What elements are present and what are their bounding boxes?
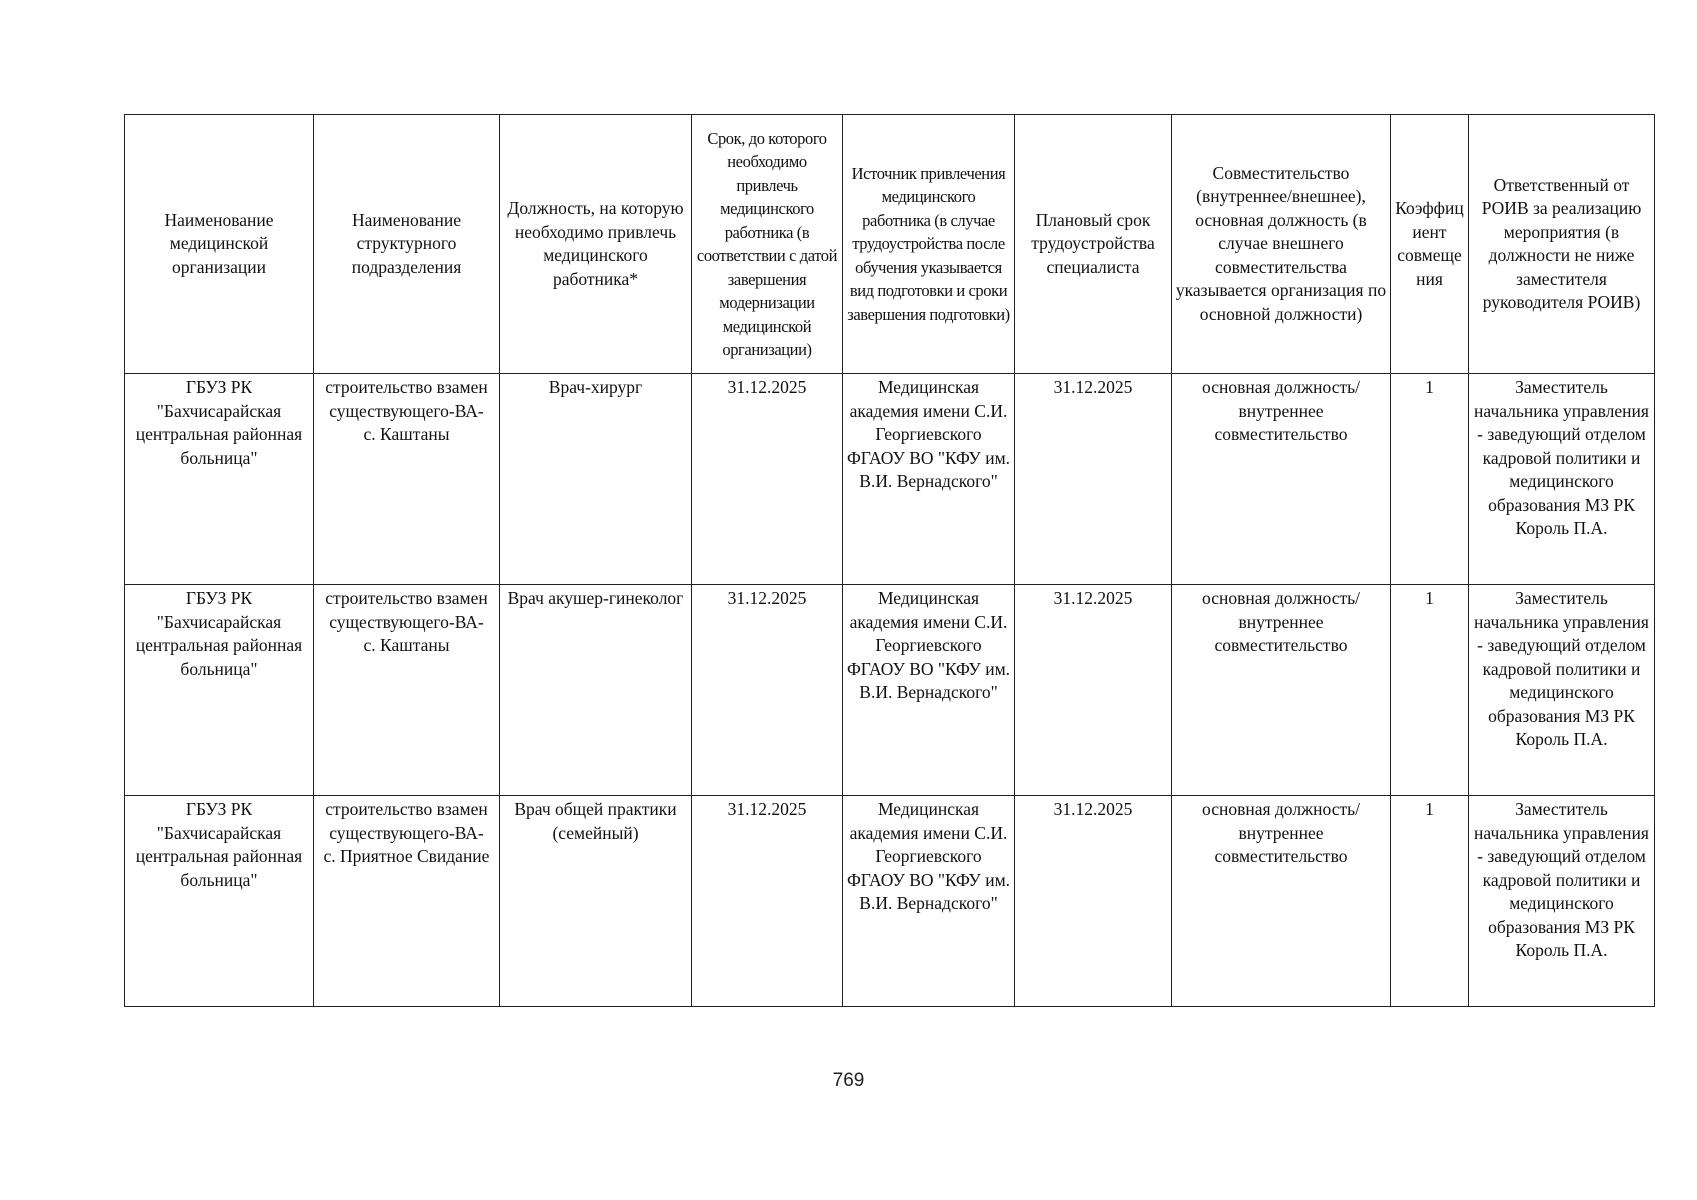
- cell-source: Медицинская академия имени С.И. Георгиевского ФГАОУ ВО "КФУ им. В.И. Вернадского": [843, 796, 1015, 1007]
- cell-planned: 31.12.2025: [1015, 374, 1172, 585]
- cell-coef: 1: [1391, 585, 1469, 796]
- header-org: Наименование медицинской организации: [125, 115, 314, 374]
- cell-deadline: 31.12.2025: [692, 374, 843, 585]
- unit-locality: с. Приятное Свидание: [323, 846, 490, 866]
- cell-responsible: Заместитель начальника управления - заведующий отделом кадровой политики и медицинского образования МЗ РК Король П.А.: [1469, 585, 1655, 796]
- table-row: [125, 374, 1655, 585]
- cell-unit: [314, 374, 500, 585]
- table-row: [125, 585, 1655, 796]
- header-responsible: Ответственный от РОИВ за реализацию мероприятия (в должности не ниже заместителя руководителя РОИВ): [1469, 115, 1655, 374]
- cell-unit: [314, 796, 500, 1007]
- header-deadline: Срок, до которого необходимо привлечь медицинского работника (в соответствии с датой завершения модернизации медицинской организации): [692, 115, 843, 374]
- cell-position: Врач общей практики (семейный): [500, 796, 692, 1007]
- cell-coef: 1: [1391, 374, 1469, 585]
- cell-org: ГБУЗ РК "Бахчисарайская центральная районная больница": [125, 374, 314, 585]
- cell-planned: 31.12.2025: [1015, 585, 1172, 796]
- cell-responsible: Заместитель начальника управления - заведующий отделом кадровой политики и медицинского образования МЗ РК Король П.А.: [1469, 796, 1655, 1007]
- page-number: 769: [832, 1070, 865, 1091]
- cell-org: ГБУЗ РК "Бахчисарайская центральная районная больница": [125, 585, 314, 796]
- unit-name: строительство взамен существующего-ВА-: [325, 588, 488, 632]
- header-position: Должность, на которую необходимо привлечь медицинского работника*: [500, 115, 692, 374]
- cell-org: ГБУЗ РК "Бахчисарайская центральная районная больница": [125, 796, 314, 1007]
- header-planned: Плановый срок трудоустройства специалиста: [1015, 115, 1172, 374]
- staffing-table: [124, 114, 1655, 1007]
- cell-coef: 1: [1391, 796, 1469, 1007]
- header-row: [125, 115, 1655, 374]
- header-combination: Совместительство (внутреннее/внешнее), основная должность (в случае внешнего совместительства указывается организация по основной должности): [1172, 115, 1391, 374]
- table-row: [125, 796, 1655, 1007]
- cell-source: Медицинская академия имени С.И. Георгиевского ФГАОУ ВО "КФУ им. В.И. Вернадского": [843, 585, 1015, 796]
- cell-combination: основная должность/ внутреннее совместительство: [1172, 796, 1391, 1007]
- header-coef: Коэффициент совмещения: [1391, 115, 1469, 374]
- unit-name: строительство взамен существующего-ВА-: [325, 377, 488, 421]
- cell-deadline: 31.12.2025: [692, 796, 843, 1007]
- cell-combination: основная должность/ внутреннее совместительство: [1172, 374, 1391, 585]
- header-unit: Наименование структурного подразделения: [314, 115, 500, 374]
- cell-position: Врач акушер-гинеколог: [500, 585, 692, 796]
- unit-locality: с. Каштаны: [363, 424, 450, 444]
- unit-name: строительство взамен существующего-ВА-: [325, 799, 488, 843]
- cell-position: Врач-хирург: [500, 374, 692, 585]
- cell-unit: [314, 585, 500, 796]
- cell-combination: основная должность/ внутреннее совместительство: [1172, 585, 1391, 796]
- cell-source: Медицинская академия имени С.И. Георгиевского ФГАОУ ВО "КФУ им. В.И. Вернадского": [843, 374, 1015, 585]
- cell-deadline: 31.12.2025: [692, 585, 843, 796]
- header-source: Источник привлечения медицинского работника (в случае трудоустройства после обучения указывается вид подготовки и сроки завершения подготовки): [843, 115, 1015, 374]
- unit-locality: с. Каштаны: [363, 635, 450, 655]
- cell-responsible: Заместитель начальника управления - заведующий отделом кадровой политики и медицинского образования МЗ РК Король П.А.: [1469, 374, 1655, 585]
- cell-planned: 31.12.2025: [1015, 796, 1172, 1007]
